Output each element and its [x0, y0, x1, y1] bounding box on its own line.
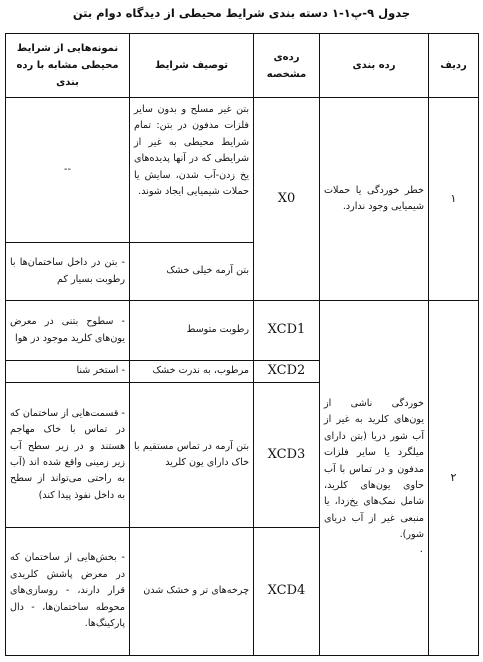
header-description: توصیف شرایط	[130, 34, 254, 98]
designation-code: XCD1	[254, 301, 320, 361]
table-title: جدول ۹-پ۱-۱ دسته بندی شرایط محیطی از دیدگاه دوام بتن	[72, 6, 411, 20]
header-designation: رده‌ی مشخصه	[254, 34, 320, 98]
examples-cell: - سطوح بتنی در معرض یون‌های کلرید موجود در هوا	[6, 301, 130, 361]
page-mark: ٠	[418, 545, 424, 557]
designation-code: XCD4	[254, 528, 320, 656]
description-cell: بتن آرمه خیلی خشک	[130, 243, 254, 301]
row-number: ۱	[429, 98, 479, 301]
designation-code: X0	[254, 98, 320, 301]
designation-code: XCD2	[254, 361, 320, 383]
description-cell: بتن آرمه در تماس مستقیم با خاک دارای یون کلرید	[130, 383, 254, 528]
examples-cell: - بخش‌هایی از ساختمان که در معرض پاشش کلریدی قرار دارند، - روسازی‌های محوطه ساختمان‌ها، - دال پارکینگ‌ها.	[6, 528, 130, 656]
description-cell: رطوبت متوسط	[130, 301, 254, 361]
examples-cell: - بتن در داخل ساختمان‌ها با رطوبت بسیار کم	[6, 243, 130, 301]
classification-cell	[320, 301, 429, 656]
examples-cell: - قسمت‌هایی از ساختمان که در تماس با خاک مهاجم هستند و در زیر سطح آب زیر زمینی واقع شده اند (آب به راحتی می‌تواند از سطح به داخل نفوذ پیدا کند)	[6, 383, 130, 528]
durability-table	[5, 33, 479, 656]
table-row	[6, 98, 479, 243]
examples-cell: - استخر شنا	[6, 361, 130, 383]
header-row-number: ردیف	[429, 34, 479, 98]
description-cell: چرخه‌های تر و خشک شدن	[130, 528, 254, 656]
classification-cell: خطر خوردگی یا حملات شیمیایی وجود ندارد.	[320, 98, 429, 301]
classification-text: خوردگی ناشی از یون‌های کلرید به غیر از آب شور دریا (بتن دارای میلگرد یا سایر فلزات مدفون و در تماس با آب حاوی یون‌های کلرید، شامل نمک‌های یخ‌زدا، یا منبعی غیر از آب دریای شور).	[324, 397, 424, 541]
examples-cell: --	[6, 98, 130, 243]
table-row	[6, 301, 479, 361]
header-examples: نمونه‌هایی از شرایط محیطی مشابه با رده بندی	[6, 34, 130, 98]
header-row	[6, 34, 479, 98]
row-number: ۲	[429, 301, 479, 656]
description-cell: مرطوب، به ندرت خشک	[130, 361, 254, 383]
description-cell: بتن غیر مسلح و بدون سایر فلزات مدفون در بتن: تمام شرایط محیطی به غیر از شرایطی که در آنها پدیده‌های یخ زدن-آب شدن، سایش یا حملات شیمیایی ایجاد شوند.	[130, 98, 254, 243]
header-classification: رده بندی	[320, 34, 429, 98]
designation-code: XCD3	[254, 383, 320, 528]
